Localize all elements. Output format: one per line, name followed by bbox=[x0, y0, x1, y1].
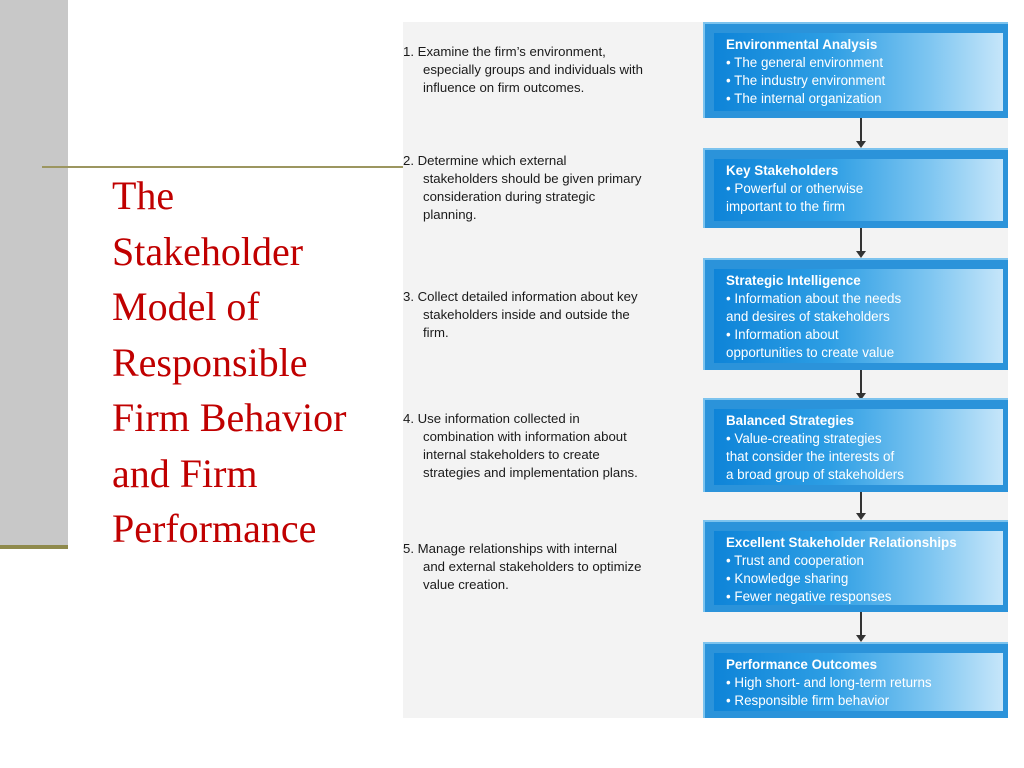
title-line: and Firm bbox=[112, 450, 258, 496]
box-line: • Powerful or otherwise bbox=[726, 181, 864, 196]
step-5-description bbox=[403, 540, 693, 594]
box-line: that consider the interests of bbox=[726, 449, 895, 464]
stakeholder-model-figure bbox=[403, 22, 1008, 718]
step-line: planning. bbox=[423, 207, 477, 222]
key-stakeholders-box bbox=[703, 148, 1008, 228]
step-line: combination with information about bbox=[423, 429, 627, 444]
step-3-description bbox=[403, 288, 693, 342]
step-line: strategies and implementation plans. bbox=[423, 465, 638, 480]
flow-arrow bbox=[860, 492, 862, 518]
box-heading: Strategic Intelligence bbox=[726, 273, 861, 288]
step-line: stakeholders inside and outside the bbox=[423, 307, 630, 322]
flow-arrow bbox=[860, 118, 862, 146]
excellent-stakeholder-relationships-box bbox=[703, 520, 1008, 612]
box-line: • High short- and long-term returns bbox=[726, 675, 932, 690]
step-line: especially groups and individuals with bbox=[423, 62, 643, 77]
step-line: value creation. bbox=[423, 577, 509, 592]
environmental-analysis-box bbox=[703, 22, 1008, 118]
strategic-intelligence-box bbox=[703, 258, 1008, 370]
title-line: The bbox=[112, 173, 175, 218]
band-underline bbox=[0, 545, 68, 549]
box-line: • The industry environment bbox=[726, 73, 886, 88]
step-line: 4. Use information collected in bbox=[403, 411, 580, 426]
flow-arrow bbox=[860, 228, 862, 256]
step-line: influence on firm outcomes. bbox=[423, 80, 585, 95]
box-line: • Value-creating strategies bbox=[726, 431, 882, 446]
box-line: and desires of stakeholders bbox=[726, 309, 890, 324]
title-line: Firm Behavior bbox=[112, 395, 347, 440]
box-line: • Knowledge sharing bbox=[726, 571, 849, 586]
box-heading: Balanced Strategies bbox=[726, 413, 855, 428]
balanced-strategies-box bbox=[703, 398, 1008, 492]
box-line: • Fewer negative responses bbox=[726, 589, 892, 604]
title-line: Performance bbox=[112, 506, 317, 551]
box-line: opportunities to create value bbox=[726, 345, 895, 360]
step-line: firm. bbox=[423, 325, 449, 340]
step-line: consideration during strategic bbox=[423, 189, 596, 204]
box-line: important to the firm bbox=[726, 199, 846, 214]
box-line: • Trust and cooperation bbox=[726, 553, 864, 568]
step-1-description bbox=[403, 43, 693, 97]
step-line: internal stakeholders to create bbox=[423, 447, 600, 462]
box-heading: Excellent Stakeholder Relationships bbox=[726, 535, 957, 550]
step-line: 5. Manage relationships with internal bbox=[403, 541, 618, 556]
performance-outcomes-box bbox=[703, 642, 1008, 718]
box-heading: Environmental Analysis bbox=[726, 37, 878, 52]
box-heading: Performance Outcomes bbox=[726, 657, 878, 672]
box-line: • Information about bbox=[726, 327, 839, 342]
box-line: a broad group of stakeholders bbox=[726, 467, 904, 482]
left-decorative-band bbox=[0, 0, 68, 548]
step-2-description bbox=[403, 152, 693, 224]
step-line: 1. Examine the firm’s environment, bbox=[403, 44, 606, 59]
step-line: 2. Determine which external bbox=[403, 153, 567, 168]
box-line: • Responsible firm behavior bbox=[726, 693, 890, 708]
title-line: Model of bbox=[112, 284, 260, 329]
step-line: 3. Collect detailed information about key bbox=[403, 289, 638, 304]
step-4-description bbox=[403, 410, 693, 482]
flow-arrow bbox=[860, 370, 862, 398]
box-line: • The internal organization bbox=[726, 91, 882, 106]
title-line: Responsible bbox=[112, 339, 308, 385]
box-line: • The general environment bbox=[726, 55, 884, 70]
step-line: and external stakeholders to optimize bbox=[423, 559, 642, 574]
title-line: Stakeholder bbox=[112, 228, 304, 274]
step-line: stakeholders should be given primary bbox=[423, 171, 642, 186]
slide-title bbox=[112, 168, 402, 557]
box-line: • Information about the needs bbox=[726, 291, 902, 306]
flow-arrow bbox=[860, 612, 862, 640]
box-heading: Key Stakeholders bbox=[726, 163, 839, 178]
